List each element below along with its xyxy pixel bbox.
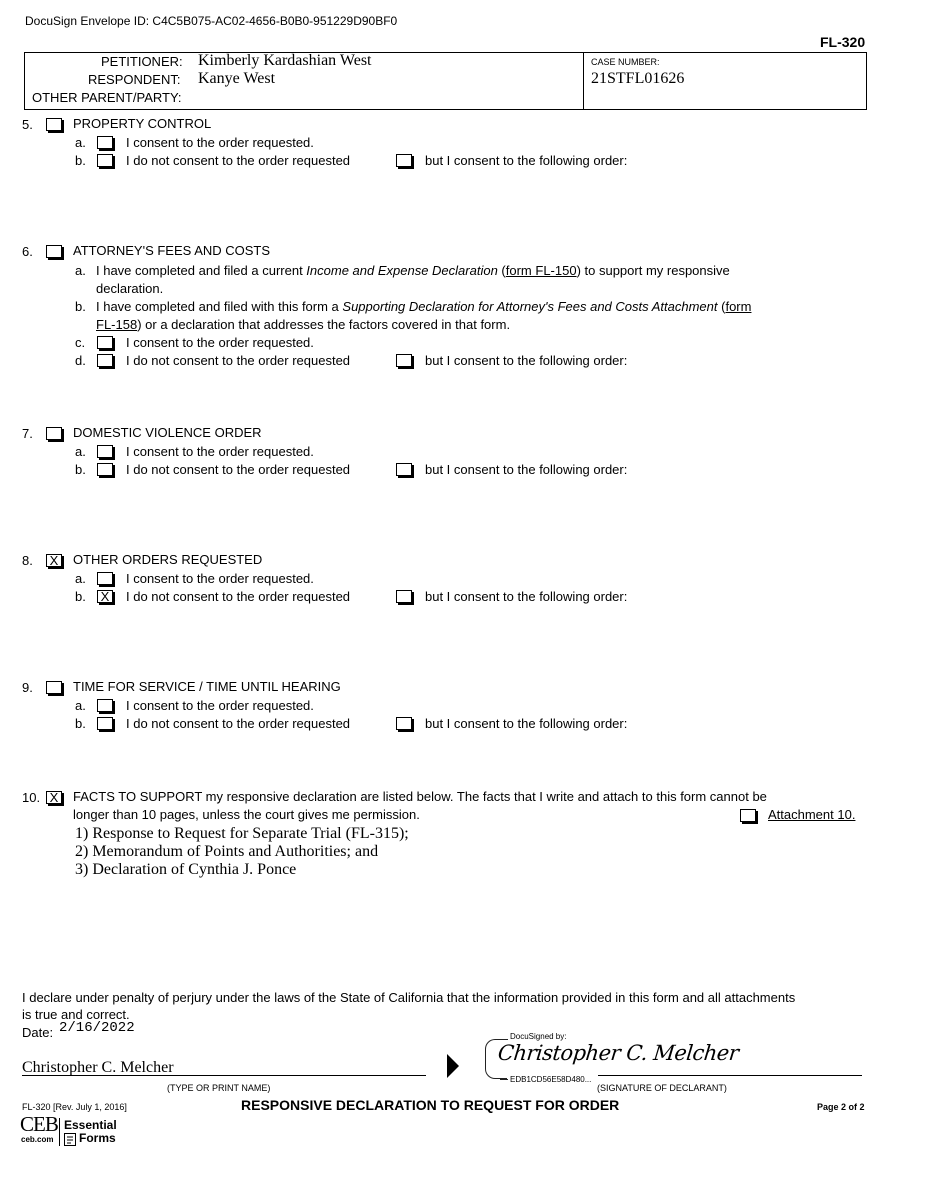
petitioner-label: PETITIONER: bbox=[101, 54, 183, 69]
docusigned-by: DocuSigned by: bbox=[510, 1032, 567, 1041]
s7-a-letter: a. bbox=[75, 444, 86, 459]
forms-doc-icon bbox=[64, 1133, 76, 1146]
s8-but-checkbox[interactable] bbox=[396, 590, 412, 603]
envelope-id: DocuSign Envelope ID: C4C5B075-AC02-4656-B0B0-951229D90BF0 bbox=[25, 14, 398, 28]
s6-a-letter: a. bbox=[75, 263, 86, 278]
s5-but-checkbox[interactable] bbox=[396, 154, 412, 167]
ceb-site: ceb.com bbox=[21, 1135, 54, 1144]
s6-c-letter: c. bbox=[75, 335, 86, 350]
s9-a-letter: a. bbox=[75, 698, 86, 713]
s10-line1: FACTS TO SUPPORT my responsive declaration are listed below. The facts that I write and attach to this form cannot be bbox=[73, 789, 767, 804]
s7-but-text: but I consent to the following order: bbox=[425, 462, 628, 477]
s5-b-letter: b. bbox=[75, 153, 86, 168]
s8-number: 8. bbox=[22, 553, 33, 568]
s10-number: 10. bbox=[22, 790, 41, 805]
s5-but-text: but I consent to the following order: bbox=[425, 153, 628, 168]
s9-b-text: I do not consent to the order requested bbox=[126, 716, 351, 731]
s10-checkbox[interactable] bbox=[46, 791, 62, 804]
s7-a-checkbox[interactable] bbox=[97, 445, 113, 458]
s10-item-3: 3) Declaration of Cynthia J. Ponce bbox=[75, 861, 297, 878]
s7-a-text: I consent to the order requested. bbox=[126, 444, 314, 459]
case-number: 21STFL01626 bbox=[591, 70, 685, 87]
s6-d-letter: d. bbox=[75, 353, 86, 368]
s5-b-text: I do not consent to the order requested bbox=[126, 153, 351, 168]
s6-a-text-line2: declaration. bbox=[96, 281, 164, 296]
s10-item-1: 1) Response to Request for Separate Trial (FL-315); bbox=[75, 825, 409, 842]
s10-item-2: 2) Memorandum of Points and Authorities; and bbox=[75, 843, 379, 860]
s8-but-text: but I consent to the following order: bbox=[425, 589, 628, 604]
declaration-line1: I declare under penalty of perjury under the laws of the State of California that the information provided in this form and all attachments bbox=[22, 990, 796, 1005]
ceb-logo-text: CEB bbox=[20, 1112, 58, 1136]
s9-a-checkbox[interactable] bbox=[97, 699, 113, 712]
respondent-name: Kanye West bbox=[198, 70, 276, 87]
s7-number: 7. bbox=[22, 426, 33, 441]
form-fl158-link-2[interactable]: FL-158 bbox=[96, 317, 138, 332]
name-caption: (TYPE OR PRINT NAME) bbox=[167, 1083, 271, 1093]
signature-caption: (SIGNATURE OF DECLARANT) bbox=[597, 1083, 727, 1093]
s5-title: PROPERTY CONTROL bbox=[73, 116, 212, 131]
s9-but-checkbox[interactable] bbox=[396, 717, 412, 730]
s10-line2: longer than 10 pages, unless the court gives me permission. bbox=[73, 807, 420, 822]
s8-a-text: I consent to the order requested. bbox=[126, 571, 314, 586]
s7-b-checkbox[interactable] bbox=[97, 463, 113, 476]
s9-number: 9. bbox=[22, 680, 33, 695]
s8-b-checkbox[interactable] bbox=[97, 590, 113, 603]
date-value: 2/16/2022 bbox=[59, 1020, 135, 1036]
date-label: Date: bbox=[22, 1025, 54, 1040]
s6-c-text: I consent to the order requested. bbox=[126, 335, 314, 350]
respondent-label: RESPONDENT: bbox=[88, 72, 181, 87]
s6-checkbox[interactable] bbox=[46, 245, 62, 258]
s7-checkbox[interactable] bbox=[46, 427, 62, 440]
signature-arrow-icon bbox=[446, 1054, 460, 1078]
signature: Christopher C. Melcher bbox=[496, 1041, 740, 1065]
s9-b-checkbox[interactable] bbox=[97, 717, 113, 730]
s6-b-letter: b. bbox=[75, 299, 86, 314]
s5-a-checkbox[interactable] bbox=[97, 136, 113, 149]
s5-checkbox[interactable] bbox=[46, 118, 62, 131]
case-number-label: CASE NUMBER: bbox=[591, 57, 660, 67]
s5-a-letter: a. bbox=[75, 135, 86, 150]
printed-name: Christopher C. Melcher bbox=[22, 1059, 174, 1076]
s9-a-text: I consent to the order requested. bbox=[126, 698, 314, 713]
s8-checkbox[interactable] bbox=[46, 554, 62, 567]
s6-title: ATTORNEY'S FEES AND COSTS bbox=[73, 243, 271, 258]
form-id: FL-320 bbox=[820, 34, 866, 50]
s5-a-text: I consent to the order requested. bbox=[126, 135, 314, 150]
form-fl158-link[interactable]: form bbox=[725, 299, 752, 314]
s6-number: 6. bbox=[22, 244, 33, 259]
s6-b-text: I have completed and filed with this form a Supporting Declaration for Attorney's Fees and Costs Attachment (form bbox=[96, 299, 752, 314]
s6-c-checkbox[interactable] bbox=[97, 336, 113, 349]
s9-but-text: but I consent to the following order: bbox=[425, 716, 628, 731]
s6-d-checkbox[interactable] bbox=[97, 354, 113, 367]
footer-title: RESPONSIVE DECLARATION TO REQUEST FOR ORDER bbox=[241, 1097, 620, 1113]
form-fl150-link[interactable]: form FL-150 bbox=[505, 263, 577, 278]
s5-number: 5. bbox=[22, 117, 33, 132]
attachment-10-label: Attachment 10. bbox=[768, 807, 856, 822]
s7-but-checkbox[interactable] bbox=[396, 463, 412, 476]
s7-b-text: I do not consent to the order requested bbox=[126, 462, 351, 477]
s6-d-text: I do not consent to the order requested bbox=[126, 353, 351, 368]
page-number: Page 2 of 2 bbox=[817, 1102, 865, 1112]
petitioner-name: Kimberly Kardashian West bbox=[198, 52, 372, 69]
s9-b-letter: b. bbox=[75, 716, 86, 731]
s7-b-letter: b. bbox=[75, 462, 86, 477]
s6-b-text-line2: FL-158) or a declaration that addresses the factors covered in that form. bbox=[96, 317, 511, 332]
s8-a-letter: a. bbox=[75, 571, 86, 586]
form-revision: FL-320 [Rev. July 1, 2016] bbox=[22, 1102, 127, 1112]
essential-label: Essential bbox=[64, 1118, 117, 1132]
s9-title: TIME FOR SERVICE / TIME UNTIL HEARING bbox=[73, 679, 341, 694]
forms-label: Forms bbox=[79, 1131, 116, 1145]
signature-id: EDB1CD56E58D480... bbox=[510, 1075, 592, 1084]
s6-but-text: but I consent to the following order: bbox=[425, 353, 628, 368]
other-party-label: OTHER PARENT/PARTY: bbox=[32, 90, 182, 105]
s8-a-checkbox[interactable] bbox=[97, 572, 113, 585]
s6-but-checkbox[interactable] bbox=[396, 354, 412, 367]
attachment-10-checkbox[interactable] bbox=[740, 809, 756, 822]
s8-b-letter: b. bbox=[75, 589, 86, 604]
declaration-line2: is true and correct. bbox=[22, 1007, 130, 1022]
s8-b-text: I do not consent to the order requested bbox=[126, 589, 351, 604]
s9-checkbox[interactable] bbox=[46, 681, 62, 694]
s5-b-checkbox[interactable] bbox=[97, 154, 113, 167]
s7-title: DOMESTIC VIOLENCE ORDER bbox=[73, 425, 262, 440]
s6-a-text: I have completed and filed a current Income and Expense Declaration (form FL-150) to support my responsive bbox=[96, 263, 730, 278]
s8-title: OTHER ORDERS REQUESTED bbox=[73, 552, 263, 567]
